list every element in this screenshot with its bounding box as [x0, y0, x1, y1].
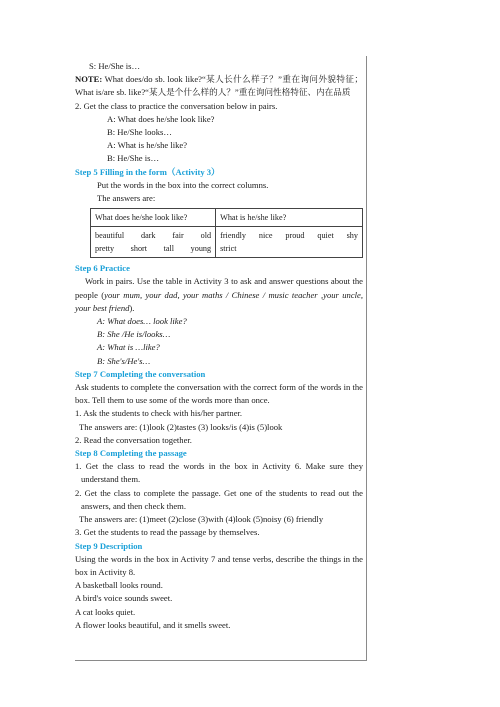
table-cell-like — [216, 227, 363, 258]
right-margin-rule — [366, 56, 367, 660]
dialog-a1: A: What does he/she look like? — [107, 113, 215, 124]
step6-line1-end: ). — [129, 302, 135, 313]
word: fair — [172, 231, 184, 241]
step9-sentence1: A basketball looks round. — [75, 580, 163, 591]
note-paragraph — [75, 73, 363, 99]
word: friendly — [220, 231, 247, 241]
word: old — [200, 231, 212, 241]
step9-line1: Using the words in the box in Activity 7 and tense verbs, describe the things in the box in Activity 8. — [75, 553, 363, 577]
step7-line4: 2. Read the conversation together. — [75, 434, 192, 445]
step5-line1: Put the words in the box into the correct columns. — [97, 179, 269, 190]
step6-line1 — [75, 275, 363, 315]
note-label: NOTE: — [75, 74, 103, 85]
step6-a1: A: What does… look like? — [97, 316, 187, 327]
word: quiet — [317, 231, 334, 241]
step8-line1: 1. Get the class to read the words in the box in Activity 6. Make sure they understand them. — [75, 461, 363, 485]
word: nice — [258, 231, 273, 241]
word: young — [190, 244, 212, 254]
step5-line2: The answers are: — [97, 193, 156, 204]
word: beautiful — [95, 231, 125, 241]
step9-heading: Step 9 Description — [75, 540, 143, 551]
step5-heading: Step 5 Filling in the form（Activity 3） — [75, 166, 220, 177]
bottom-rule — [75, 660, 367, 661]
word: shy — [346, 231, 358, 241]
line-s-he-she: S: He/She is… — [89, 61, 141, 71]
item-2: 2. Get the class to practice the conversation below in pairs. — [75, 100, 278, 111]
table-cell-look — [91, 227, 216, 258]
step6-a2: A: What is …like? — [97, 342, 160, 353]
step6-b2: B: She's/He's… — [97, 355, 151, 366]
table-body-row — [91, 227, 363, 258]
step7-line3: The answers are: (1)look (2)tastes (3) looks/is (4)is (5)look — [79, 421, 283, 432]
step6-heading: Step 6 Practice — [75, 263, 130, 274]
look-words-row1 — [95, 229, 211, 242]
dialog-b1: B: He/She looks… — [107, 127, 172, 138]
like-words-row2 — [220, 242, 358, 255]
step6-line1-text: Work in pairs. Use the table in Activity 3 to ask and answer questions about the people ( — [75, 276, 363, 300]
step8-line2: 2. Get the class to complete the passage. Get one of the students to read out the answers, and then check them. — [75, 487, 363, 511]
dialog-b2: B: He/She is… — [107, 153, 160, 164]
table-header-like: What is he/she like? — [216, 209, 363, 227]
dialog-a2: A: What is he/she like? — [107, 140, 188, 151]
look-words-row2 — [95, 242, 211, 255]
step7-line1: Ask students to complete the conversation with the correct form of the words in the box. Tell them to use some of the words more than once. — [75, 382, 363, 406]
step9-sentence4: A flower looks beautiful, and it smells sweet. — [75, 619, 231, 630]
word-table — [90, 208, 363, 258]
word: tall — [163, 244, 175, 254]
word: dark — [140, 231, 156, 241]
word: proud — [285, 231, 305, 241]
step7-line2: 1. Ask the students to check with his/her partner. — [75, 408, 243, 419]
table-header-look: What does he/she look like? — [91, 209, 216, 227]
step8-line4: 3. Get the students to read the passage by themselves. — [75, 527, 260, 538]
note-text: What does/do sb. look like?“某人长什么样子？”重在询问外貌特征；What is/are sb. like?“某人是个什么样的人？”重在询问性格特征、内在品质 — [75, 74, 363, 98]
step7-heading: Step 7 Completing the conversation — [75, 368, 206, 379]
step9-sentence3: A cat looks quiet. — [75, 606, 136, 617]
step8-heading: Step 8 Completing the passage — [75, 448, 187, 459]
word: short — [130, 244, 148, 254]
word: pretty — [95, 244, 115, 254]
lesson-content — [75, 60, 363, 632]
word: strict — [220, 244, 237, 254]
step9-sentence2: A bird's voice sounds sweet. — [75, 593, 173, 604]
step6-line1-italic: your mum, your dad, your maths / Chinese / music teacher ,your uncle, your best friend — [75, 289, 363, 313]
step6-b1: B: She /He is/looks… — [97, 329, 171, 340]
step8-line3: The answers are: (1)meet (2)close (3)with (4)look (5)noisy (6) friendly — [79, 514, 324, 525]
table-header-row — [91, 209, 363, 227]
like-words-row1 — [220, 229, 358, 242]
